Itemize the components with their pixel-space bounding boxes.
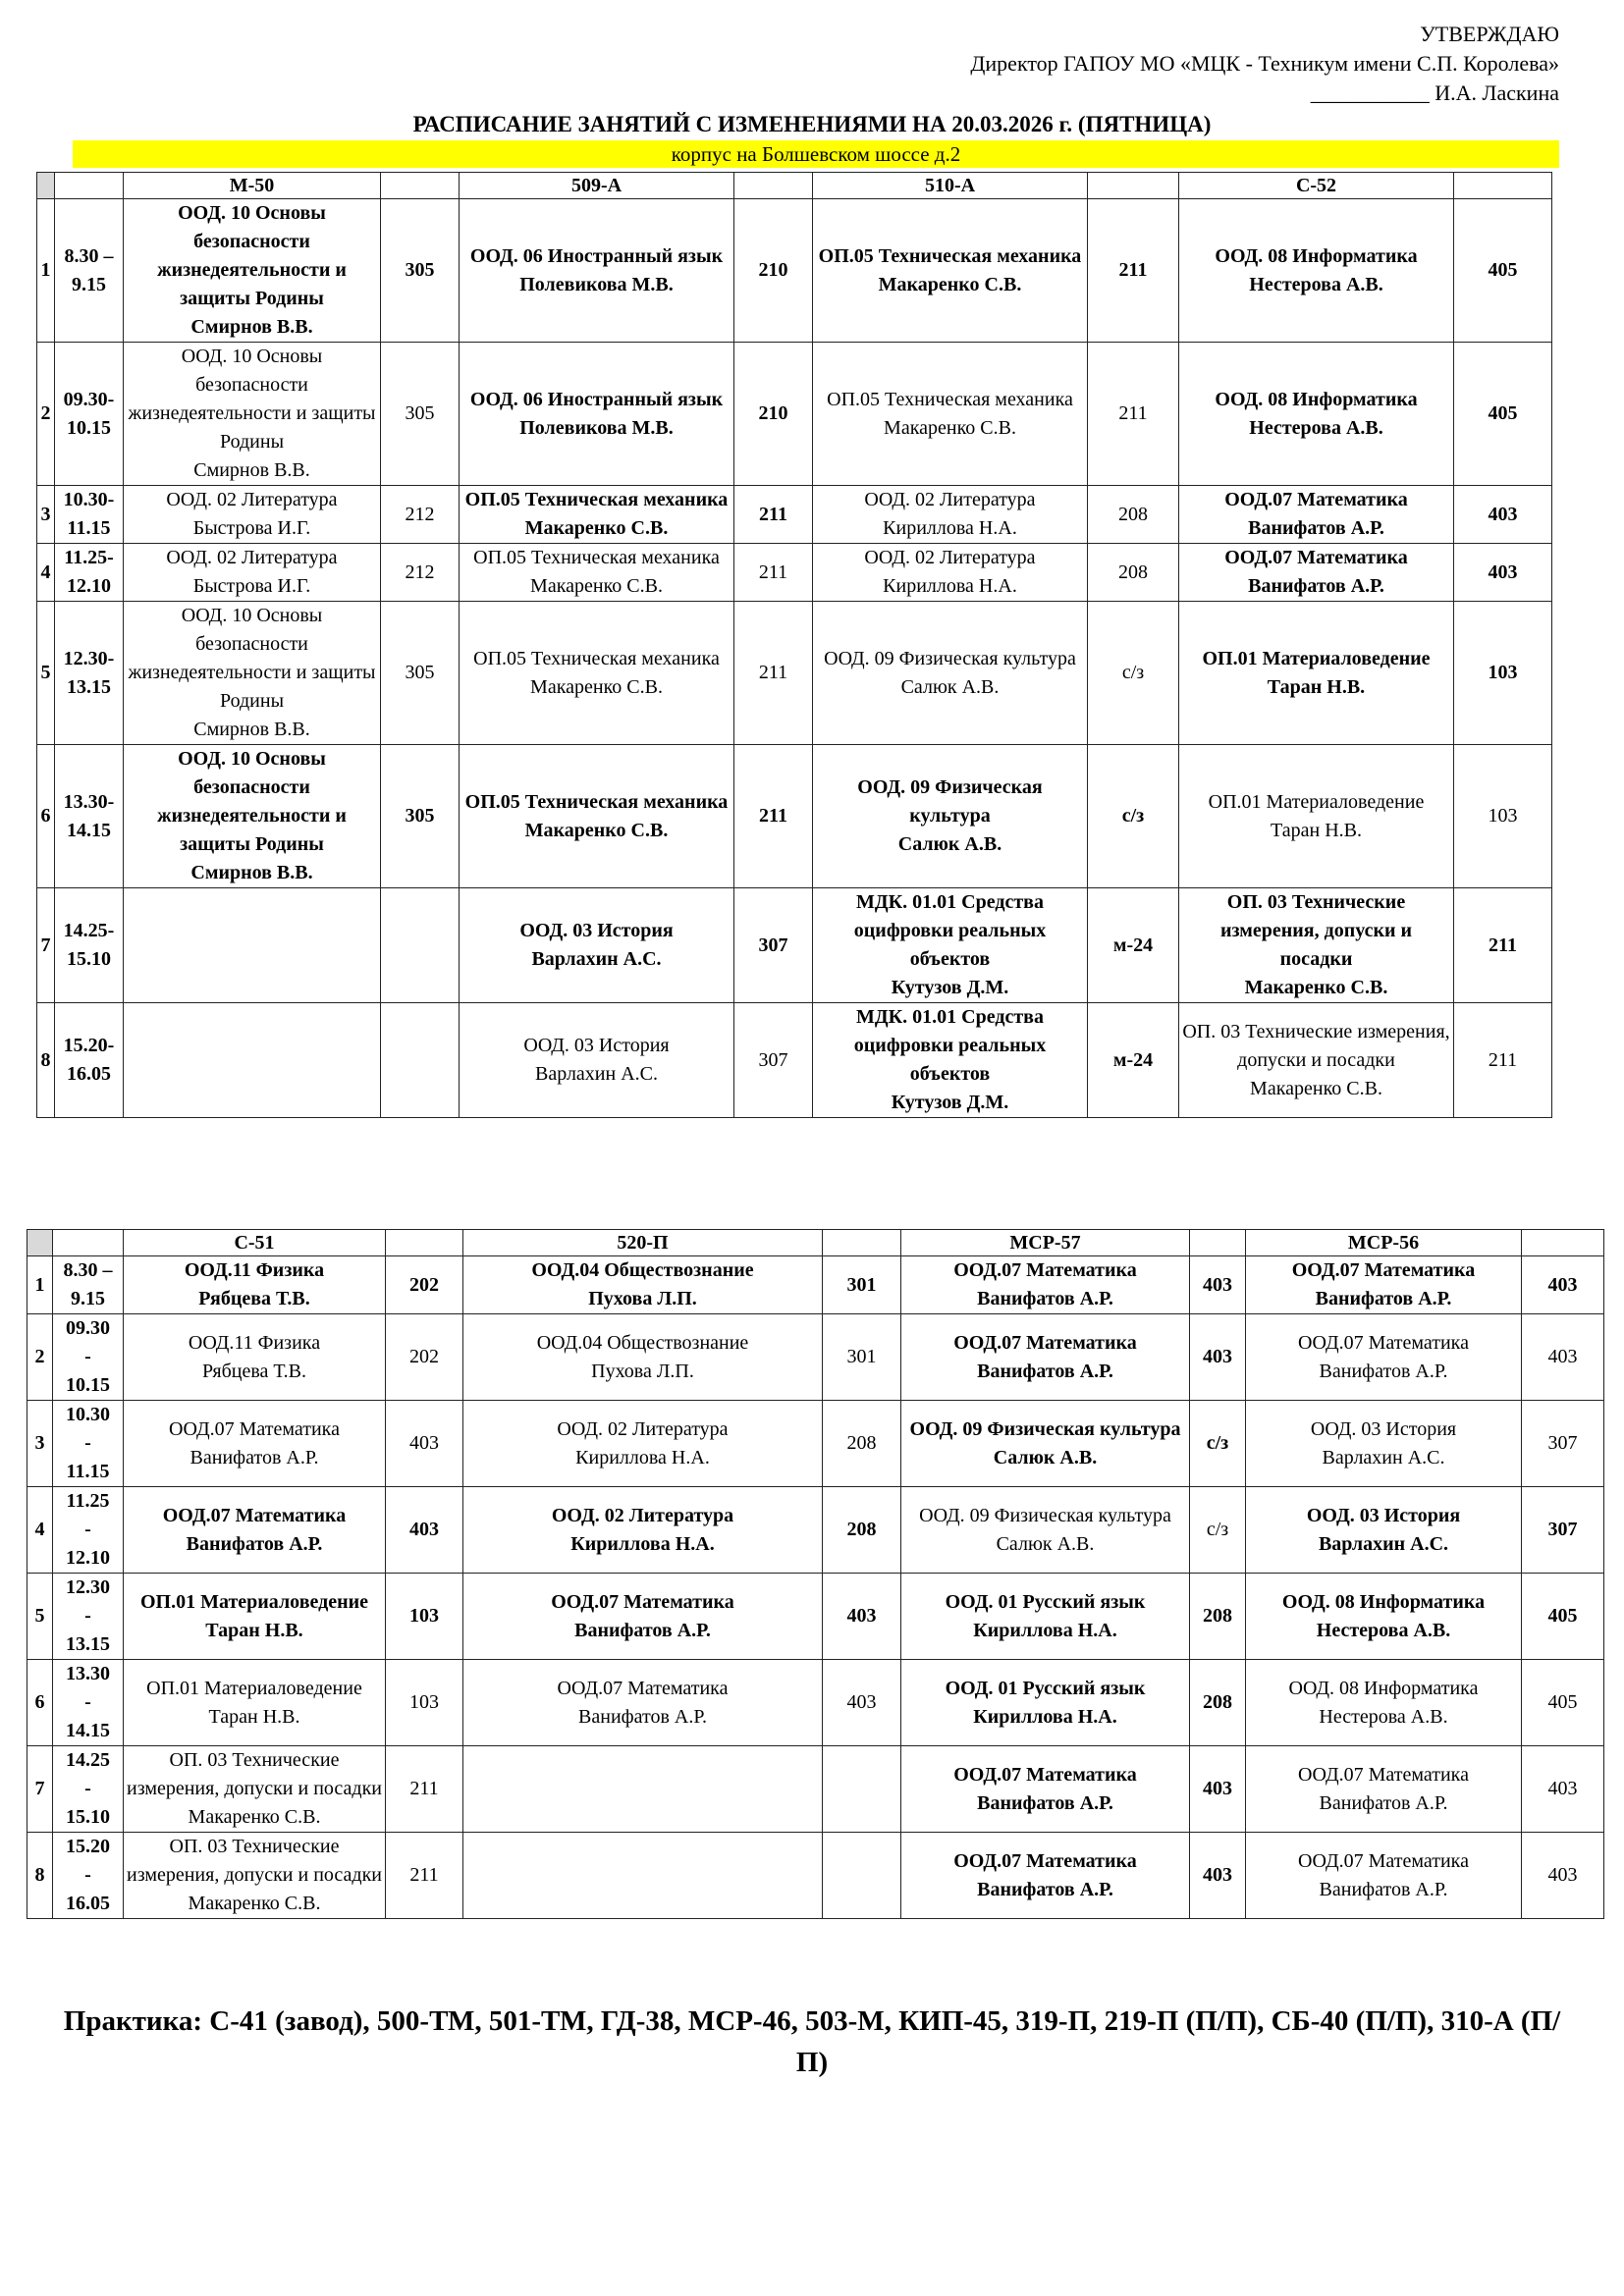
- header-blank-cell: [27, 1230, 53, 1256]
- lesson-time: 10.30- 11.15: [55, 486, 124, 544]
- room-cell: 403: [1522, 1833, 1604, 1919]
- subject-cell: ООД.07 Математика Ванифатов А.Р.: [124, 1401, 386, 1487]
- subject-cell: ОП.01 Материаловедение Таран Н.В.: [1179, 602, 1454, 745]
- lesson-number: 6: [27, 1660, 53, 1746]
- room-cell: 208: [1190, 1660, 1246, 1746]
- subject-cell: МДК. 01.01 Средства оцифровки реальных объектов Кутузов Д.М.: [813, 888, 1088, 1003]
- room-cell: 403: [1522, 1256, 1604, 1314]
- subject-cell: ООД.07 Математика Ванифатов А.Р.: [901, 1833, 1190, 1919]
- approval-signature: ___________ И.А. Ласкина: [1310, 80, 1559, 105]
- group-header: МСР-57: [901, 1230, 1190, 1256]
- lesson-time: 15.20 - 16.05: [53, 1833, 124, 1919]
- subject-cell: ООД. 02 Литература Быстрова И.Г.: [124, 486, 381, 544]
- room-cell: 211: [386, 1746, 463, 1833]
- subject-cell: [124, 888, 381, 1003]
- lesson-time: 8.30 – 9.15: [53, 1256, 124, 1314]
- subject-cell: ООД.07 Математика Ванифатов А.Р.: [463, 1574, 823, 1660]
- subject-cell: ООД.07 Математика Ванифатов А.Р.: [124, 1487, 386, 1574]
- room-header-cell: [381, 173, 460, 199]
- room-header-cell: [823, 1230, 901, 1256]
- subject-cell: ООД. 02 Литература Быстрова И.Г.: [124, 544, 381, 602]
- lesson-number: 5: [37, 602, 55, 745]
- subject-cell: ООД.07 Математика Ванифатов А.Р.: [1246, 1314, 1522, 1401]
- subject-cell: ООД. 10 Основы безопасности жизнедеятельности и защиты Родины Смирнов В.В.: [124, 745, 381, 888]
- room-cell: м-24: [1088, 888, 1179, 1003]
- lesson-time: 14.25 - 15.10: [53, 1746, 124, 1833]
- room-cell: 405: [1522, 1660, 1604, 1746]
- subject-cell: ООД. 03 История Варлахин А.С.: [460, 888, 734, 1003]
- subject-cell: ООД.07 Математика Ванифатов А.Р.: [901, 1746, 1190, 1833]
- subject-cell: ООД. 03 История Варлахин А.С.: [460, 1003, 734, 1118]
- lesson-row: [37, 544, 1552, 602]
- room-cell: 403: [1454, 486, 1552, 544]
- room-cell: 301: [823, 1314, 901, 1401]
- room-cell: [823, 1746, 901, 1833]
- subject-cell: ОП.01 Материаловедение Таран Н.В.: [124, 1660, 386, 1746]
- subject-cell: ОП.01 Материаловедение Таран Н.В.: [1179, 745, 1454, 888]
- room-cell: 208: [1088, 544, 1179, 602]
- subject-cell: [463, 1833, 823, 1919]
- room-header-cell: [734, 173, 813, 199]
- subject-cell: ООД. 10 Основы безопасности жизнедеятельности и защиты Родины Смирнов В.В.: [124, 199, 381, 343]
- subject-cell: ОП. 03 Технические измерения, допуски и посадки Макаренко С.В.: [1179, 1003, 1454, 1118]
- lesson-time: 11.25 - 12.10: [53, 1487, 124, 1574]
- subject-cell: ООД.11 Физика Рябцева Т.В.: [124, 1314, 386, 1401]
- header-time-cell: [53, 1230, 124, 1256]
- room-cell: 208: [1190, 1574, 1246, 1660]
- room-cell: 211: [734, 745, 813, 888]
- subject-cell: ОП.01 Материаловедение Таран Н.В.: [124, 1574, 386, 1660]
- subject-cell: МДК. 01.01 Средства оцифровки реальных объектов Кутузов Д.М.: [813, 1003, 1088, 1118]
- subject-cell: ООД.07 Математика Ванифатов А.Р.: [463, 1660, 823, 1746]
- approval-heading: УТВЕРЖДАЮ: [1420, 22, 1559, 46]
- header-time-cell: [55, 173, 124, 199]
- lesson-time: 14.25- 15.10: [55, 888, 124, 1003]
- lesson-time: 15.20- 16.05: [55, 1003, 124, 1118]
- subject-cell: ООД. 02 Литература Кириллова Н.А.: [463, 1401, 823, 1487]
- room-cell: 403: [1190, 1314, 1246, 1401]
- subject-cell: ООД.07 Математика Ванифатов А.Р.: [1246, 1833, 1522, 1919]
- schedule-title: РАСПИСАНИЕ ЗАНЯТИЙ С ИЗМЕНЕНИЯМИ НА 20.03.2026 г. (ПЯТНИЦА): [412, 112, 1212, 136]
- lesson-number: 1: [27, 1256, 53, 1314]
- room-cell: 212: [381, 544, 460, 602]
- subject-cell: ООД.07 Математика Ванифатов А.Р.: [1246, 1256, 1522, 1314]
- subject-cell: ООД. 06 Иностранный язык Полевикова М.В.: [460, 199, 734, 343]
- lesson-time: 13.30 - 14.15: [53, 1660, 124, 1746]
- subject-cell: ООД. 09 Физическая культура Салюк А.В.: [813, 745, 1088, 888]
- lesson-time: 11.25- 12.10: [55, 544, 124, 602]
- group-header: С-52: [1179, 173, 1454, 199]
- room-cell: 403: [1190, 1833, 1246, 1919]
- room-cell: 301: [823, 1256, 901, 1314]
- lesson-row: [37, 486, 1552, 544]
- header-blank-cell: [37, 173, 55, 199]
- room-cell: 405: [1522, 1574, 1604, 1660]
- room-cell: с/з: [1088, 602, 1179, 745]
- lesson-time: 13.30- 14.15: [55, 745, 124, 888]
- subject-cell: ООД. 09 Физическая культура Салюк А.В.: [901, 1401, 1190, 1487]
- room-cell: 305: [381, 199, 460, 343]
- subject-cell: ООД.11 Физика Рябцева Т.В.: [124, 1256, 386, 1314]
- subject-cell: ООД. 09 Физическая культура Салюк А.В.: [901, 1487, 1190, 1574]
- lesson-row: [27, 1746, 1604, 1833]
- subject-cell: ООД. 08 Информатика Нестерова А.В.: [1246, 1574, 1522, 1660]
- room-cell: с/з: [1190, 1487, 1246, 1574]
- room-cell: 212: [381, 486, 460, 544]
- subject-cell: ООД. 03 История Варлахин А.С.: [1246, 1487, 1522, 1574]
- subject-cell: ООД. 09 Физическая культура Салюк А.В.: [813, 602, 1088, 745]
- subject-cell: [463, 1746, 823, 1833]
- room-cell: 405: [1454, 199, 1552, 343]
- room-cell: 103: [386, 1574, 463, 1660]
- subject-cell: ООД.07 Математика Ванифатов А.Р.: [1246, 1746, 1522, 1833]
- lesson-row: [37, 888, 1552, 1003]
- lesson-time: 10.30 - 11.15: [53, 1401, 124, 1487]
- lesson-number: 2: [37, 343, 55, 486]
- subject-cell: ООД.07 Математика Ванифатов А.Р.: [901, 1314, 1190, 1401]
- lesson-row: [37, 1003, 1552, 1118]
- room-cell: 305: [381, 343, 460, 486]
- lesson-row: [37, 199, 1552, 343]
- room-cell: 403: [1454, 544, 1552, 602]
- room-cell: 202: [386, 1314, 463, 1401]
- room-cell: 305: [381, 745, 460, 888]
- practice-note: Практика: С-41 (завод), 500-ТМ, 501-ТМ, ГД-38, МСР-46, 503-М, КИП-45, 319-П, 219-П (П/П), СБ-40 (П/П), 310-А (П/П): [63, 2005, 1561, 2078]
- lesson-row: [27, 1401, 1604, 1487]
- room-cell: 405: [1454, 343, 1552, 486]
- group-header: 510-А: [813, 173, 1088, 199]
- header-row: [37, 173, 1552, 199]
- room-cell: 211: [386, 1833, 463, 1919]
- room-cell: 403: [823, 1574, 901, 1660]
- lesson-time: 12.30 - 13.15: [53, 1574, 124, 1660]
- room-cell: 307: [1522, 1401, 1604, 1487]
- room-cell: с/з: [1088, 745, 1179, 888]
- room-cell: 211: [1088, 343, 1179, 486]
- room-cell: 403: [1190, 1746, 1246, 1833]
- lesson-time: 09.30- 10.15: [55, 343, 124, 486]
- subject-cell: ООД.07 Математика Ванифатов А.Р.: [1179, 544, 1454, 602]
- room-cell: 103: [1454, 745, 1552, 888]
- subject-cell: ООД.04 Обществознание Пухова Л.П.: [463, 1256, 823, 1314]
- room-cell: 208: [1088, 486, 1179, 544]
- room-header-cell: [1454, 173, 1552, 199]
- room-cell: 211: [734, 544, 813, 602]
- subject-cell: ООД.07 Математика Ванифатов А.Р.: [901, 1256, 1190, 1314]
- lesson-number: 3: [37, 486, 55, 544]
- lesson-row: [27, 1487, 1604, 1574]
- subject-cell: ООД. 01 Русский язык Кириллова Н.А.: [901, 1660, 1190, 1746]
- subject-cell: ООД. 08 Информатика Нестерова А.В.: [1179, 343, 1454, 486]
- subject-cell: ОП.05 Техническая механика Макаренко С.В.: [460, 602, 734, 745]
- room-header-cell: [1088, 173, 1179, 199]
- lesson-row: [27, 1314, 1604, 1401]
- room-header-cell: [1522, 1230, 1604, 1256]
- lesson-number: 2: [27, 1314, 53, 1401]
- lesson-number: 8: [37, 1003, 55, 1118]
- lesson-row: [37, 745, 1552, 888]
- room-cell: 307: [1522, 1487, 1604, 1574]
- room-cell: 403: [1522, 1746, 1604, 1833]
- approval-block: [970, 20, 1559, 108]
- subject-cell: ОП. 03 Технические измерения, допуски и посадки Макаренко С.В.: [124, 1833, 386, 1919]
- subject-cell: [124, 1003, 381, 1118]
- room-cell: с/з: [1190, 1401, 1246, 1487]
- group-header: 520-П: [463, 1230, 823, 1256]
- room-cell: 403: [1522, 1314, 1604, 1401]
- room-cell: 210: [734, 199, 813, 343]
- subject-cell: ОП.05 Техническая механика Макаренко С.В.: [460, 544, 734, 602]
- lesson-number: 3: [27, 1401, 53, 1487]
- room-cell: [381, 888, 460, 1003]
- group-header: С-51: [124, 1230, 386, 1256]
- group-header: 509-А: [460, 173, 734, 199]
- approval-director: Директор ГАПОУ МО «МЦК - Техникум имени С.П. Королева»: [970, 51, 1559, 76]
- lesson-row: [37, 602, 1552, 745]
- room-cell: 208: [823, 1401, 901, 1487]
- lesson-row: [27, 1660, 1604, 1746]
- subject-cell: ООД. 10 Основы безопасности жизнедеятельности и защиты Родины Смирнов В.В.: [124, 602, 381, 745]
- header-row: [27, 1230, 1604, 1256]
- building-banner: корпус на Болшевском шоссе д.2: [73, 140, 1559, 168]
- group-header: МСР-56: [1246, 1230, 1522, 1256]
- lesson-row: [37, 343, 1552, 486]
- room-cell: [381, 1003, 460, 1118]
- subject-cell: ООД. 01 Русский язык Кириллова Н.А.: [901, 1574, 1190, 1660]
- lesson-number: 1: [37, 199, 55, 343]
- lesson-number: 4: [37, 544, 55, 602]
- room-cell: 403: [386, 1401, 463, 1487]
- room-header-cell: [386, 1230, 463, 1256]
- room-cell: 403: [1190, 1256, 1246, 1314]
- lesson-time: 09.30 - 10.15: [53, 1314, 124, 1401]
- subject-cell: ООД. 08 Информатика Нестерова А.В.: [1246, 1660, 1522, 1746]
- lesson-time: 12.30- 13.15: [55, 602, 124, 745]
- subject-cell: ООД. 02 Литература Кириллова Н.А.: [813, 486, 1088, 544]
- group-header: М-50: [124, 173, 381, 199]
- room-cell: 208: [823, 1487, 901, 1574]
- lesson-number: 4: [27, 1487, 53, 1574]
- subject-cell: ОП. 03 Технические измерения, допуски и посадки Макаренко С.В.: [1179, 888, 1454, 1003]
- room-cell: 211: [734, 486, 813, 544]
- lesson-number: 6: [37, 745, 55, 888]
- subject-cell: ООД.07 Математика Ванифатов А.Р.: [1179, 486, 1454, 544]
- subject-cell: ООД.04 Обществознание Пухова Л.П.: [463, 1314, 823, 1401]
- lesson-time: 8.30 – 9.15: [55, 199, 124, 343]
- subject-cell: ООД. 06 Иностранный язык Полевикова М.В.: [460, 343, 734, 486]
- room-cell: 103: [386, 1660, 463, 1746]
- schedule-table-2: [27, 1229, 1604, 1919]
- room-cell: 307: [734, 888, 813, 1003]
- subject-cell: ООД. 02 Литература Кириллова Н.А.: [813, 544, 1088, 602]
- room-cell: 403: [823, 1660, 901, 1746]
- subject-cell: ОП.05 Техническая механика Макаренко С.В.: [460, 745, 734, 888]
- subject-cell: ООД. 03 История Варлахин А.С.: [1246, 1401, 1522, 1487]
- room-cell: [823, 1833, 901, 1919]
- lesson-number: 7: [37, 888, 55, 1003]
- room-cell: 211: [1454, 1003, 1552, 1118]
- schedule-table-1: [36, 172, 1552, 1118]
- subject-cell: ОП.05 Техническая механика Макаренко С.В.: [813, 343, 1088, 486]
- room-cell: 202: [386, 1256, 463, 1314]
- lesson-row: [27, 1574, 1604, 1660]
- room-cell: м-24: [1088, 1003, 1179, 1118]
- subject-cell: ООД. 02 Литература Кириллова Н.А.: [463, 1487, 823, 1574]
- room-cell: 210: [734, 343, 813, 486]
- subject-cell: ООД. 08 Информатика Нестерова А.В.: [1179, 199, 1454, 343]
- lesson-number: 7: [27, 1746, 53, 1833]
- room-cell: 403: [386, 1487, 463, 1574]
- room-cell: 211: [1088, 199, 1179, 343]
- room-cell: 305: [381, 602, 460, 745]
- room-cell: 103: [1454, 602, 1552, 745]
- room-cell: 211: [734, 602, 813, 745]
- subject-cell: ОП. 03 Технические измерения, допуски и посадки Макаренко С.В.: [124, 1746, 386, 1833]
- room-cell: 307: [734, 1003, 813, 1118]
- room-header-cell: [1190, 1230, 1246, 1256]
- subject-cell: ОП.05 Техническая механика Макаренко С.В.: [813, 199, 1088, 343]
- subject-cell: ОП.05 Техническая механика Макаренко С.В.: [460, 486, 734, 544]
- room-cell: 211: [1454, 888, 1552, 1003]
- lesson-row: [27, 1256, 1604, 1314]
- lesson-number: 8: [27, 1833, 53, 1919]
- lesson-number: 5: [27, 1574, 53, 1660]
- lesson-row: [27, 1833, 1604, 1919]
- subject-cell: ООД. 10 Основы безопасности жизнедеятельности и защиты Родины Смирнов В.В.: [124, 343, 381, 486]
